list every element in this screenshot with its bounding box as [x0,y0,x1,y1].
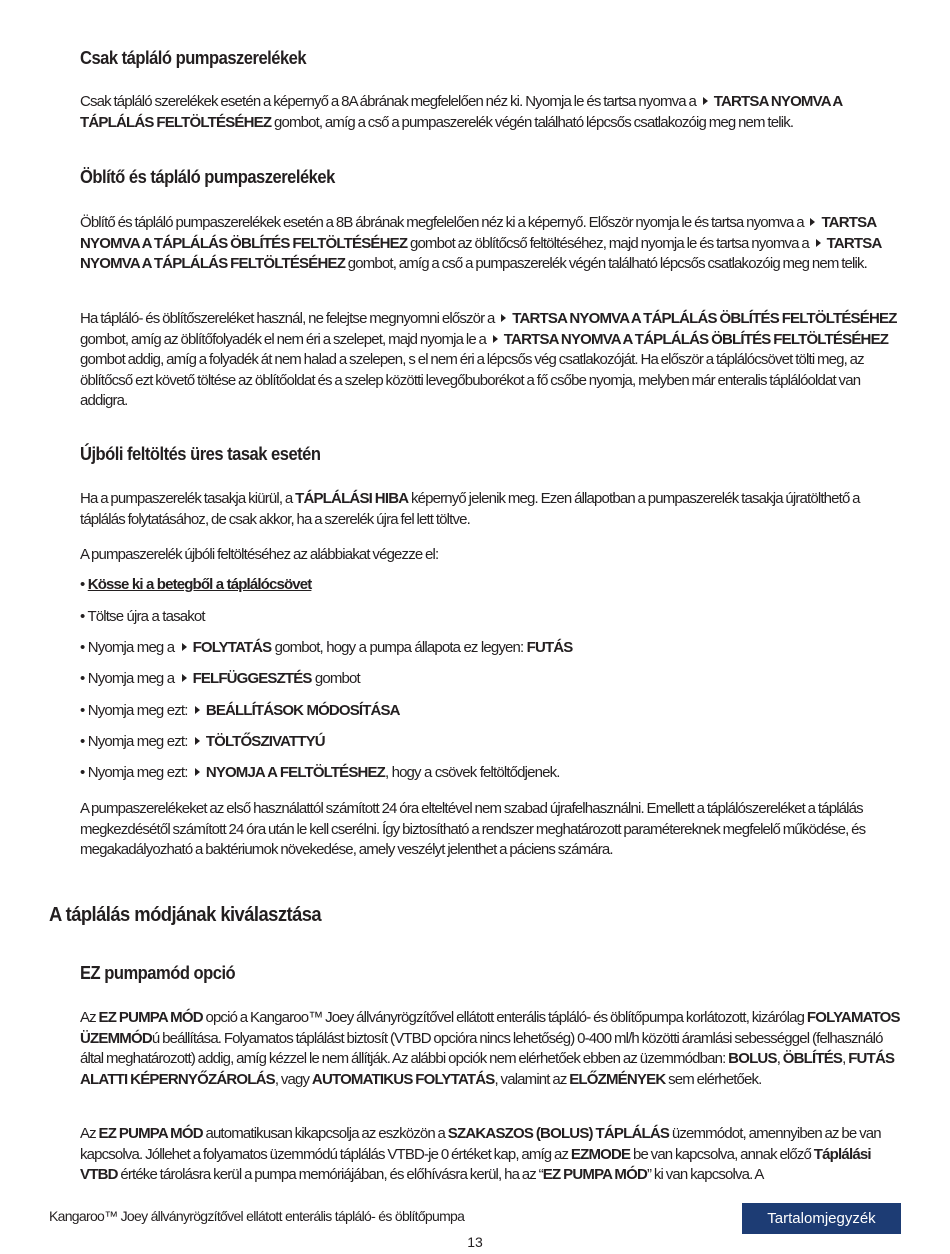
play-arrow-icon [493,335,498,343]
section-heading-feeding-sets: Csak tápláló pumpaszerelékek [80,48,307,68]
play-arrow-icon [703,97,708,105]
paragraph-ez-mode-description: Az EZ PUMPA MÓD opció a Kangaroo™ Joey állványrögzítővel ellátott enterális tápláló- és öblítőpumpa korlátozott, kizárólag FOLYAMATOS ÜZEMMÓDú beállítása. Folyamatos táplálást biztosít (VTBD opcióra nincs lehetőség) 0-400 ml/h közötti áramlási sebességgel (felhasználó által meghatározott) addig, amíg kézzel le nem állítják. Az alábbi opciók nem elérhetőek ebben az üzemmódban: BOLUS, ÖBLÍTÉS, FUTÁS ALATTI KÉPERNYŐZÁROLÁS, vagy AUTOMATIKUS FOLYTATÁS, valamint az ELŐZMÉNYEK sem elérhetőek. [80,1009,900,1088]
paragraph-refill-intro: Ha a pumpaszerelék tasakja kiürül, a TÁPLÁLÁSI HIBA képernyő jelenik meg. Ezen állapotban a pumpaszerelék tasakja újratölthető a táplálás folytatásához, de csak akkor, ha a szerelék újra fel lett töltve. [80,490,860,528]
list-item: • Nyomja meg ezt: BEÁLLÍTÁSOK MÓDOSÍTÁSA [80,702,400,719]
section-heading-refill: Újbóli feltöltés üres tasak esetén [80,444,321,464]
play-arrow-icon [810,218,815,226]
paragraph-feeding-sets: Csak tápláló szerelékek esetén a képernyő a 8A ábrának megfelelően néz ki. Nyomja le és tartsa nyomva a TARTSA NYOMVA A TÁPLÁLÁS FELTÖLTÉSÉHEZ gombot, amíg a cső a pumpaszerelék végén található lépcsős csatlakozóig meg nem telik. [80,93,842,131]
paragraph-reuse-warning: A pumpaszerelékeket az első használattól számított 24 óra elteltével nem szabad újrafelhasználni. Emellett a táplálószereléket a táplálás megkezdésétől számított 24 óra után le kell cserélni. Így biztosítható a rendszer meghatározott paramétereknek megfelelő működése, és megakadályozható a baktériumok növekedése, amely veszélyt jelenthet a páciens számára. [80,800,866,858]
page-number: 13 [467,1234,483,1250]
play-arrow-icon [195,768,200,776]
play-arrow-icon [182,674,187,682]
list-item: • Nyomja meg ezt: NYOMJA A FELTÖLTÉSHEZ, hogy a csövek feltöltődjenek. [80,764,560,781]
play-arrow-icon [195,737,200,745]
paragraph-refill-steps-intro: A pumpaszerelék újbóli feltöltéséhez az alábbiakat végezze el: [80,546,439,563]
section-heading-feeding-mode: A táplálás módjának kiválasztása [49,904,322,926]
list-item: • Nyomja meg a FELFÜGGESZTÉS gombot [80,670,360,687]
section-heading-flush-feeding-sets: Öblítő és tápláló pumpaszerelékek [80,167,335,187]
paragraph-ez-mode-behaviour: Az EZ PUMPA MÓD automatikusan kikapcsolja az eszközön a SZAKASZOS (BOLUS) TÁPLÁLÁS üzemmódot, amennyiben az be van kapcsolva. Jóllehet a folyamatos üzemmódú táplálás VTBD-je 0 értéket kap, amíg az EZMODE be van kapcsolva, annak előző Táplálási VTBD értéke tárolásra kerül a pumpa memóriájában, és előhívásra kerül, ha az “EZ PUMPA MÓD” ki van kapcsolva. A [80,1125,881,1183]
section-heading-ez-mode: EZ pumpamód opció [80,963,236,983]
play-arrow-icon [195,706,200,714]
list-item: • Nyomja meg ezt: TÖLTŐSZIVATTYÚ [80,733,325,750]
paragraph-flush-feeding-sets: Öblítő és tápláló pumpaszerelékek esetén a 8B ábrának megfelelően néz ki a képernyő. Először nyomja le és tartsa nyomva a TARTSA NYOMVA A TÁPLÁLÁS ÖBLÍTÉS FELTÖLTÉSÉHEZ gombot az öblítőcső feltöltéséhez, majd nyomja le és tartsa nyomva a TARTSA NYOMVA A TÁPLÁLÁS FELTÖLTÉSÉHEZ gombot, amíg a cső a pumpaszerelék végén található lépcsős csatlakozóig meg nem telik. [80,214,881,272]
play-arrow-icon [501,314,506,322]
play-arrow-icon [182,643,187,651]
paragraph-flush-feeding-note: Ha tápláló- és öblítőszereléket használ, ne felejtse megnyomni először a TARTSA NYOMVA A TÁPLÁLÁS ÖBLÍTÉS FELTÖLTÉSÉHEZ gombot, amíg az öblítőfolyadék el nem éri a szelepet, majd nyomja le a TARTSA NYOMVA A TÁPLÁLÁS ÖBLÍTÉS FELTÖLTÉSÉHEZ gombot addig, amíg a folyadék át nem halad a szelepen, s el nem éri a lépcsős vég csatlakozóját. Ha először a táplálócsövet tölti meg, az öblítőcső ezt követő töltése az öblítőoldat és a szelep közötti levegőbuborékot a fő csőbe nyomja, melyben már enteralis táplálóoldat van addigra. [80,310,897,409]
table-of-contents-button[interactable]: Tartalomjegyzék [742,1203,901,1234]
play-arrow-icon [816,239,821,247]
footer-product-name: Kangaroo™ Joey állványrögzítővel ellátott enterális tápláló- és öblítőpumpa [49,1208,465,1224]
list-item: • Nyomja meg a FOLYTATÁS gombot, hogy a pumpa állapota ez legyen: FUTÁS [80,639,573,656]
list-item: • Töltse újra a tasakot [80,608,205,625]
list-item: • Kösse ki a betegből a táplálócsövet [80,576,312,593]
